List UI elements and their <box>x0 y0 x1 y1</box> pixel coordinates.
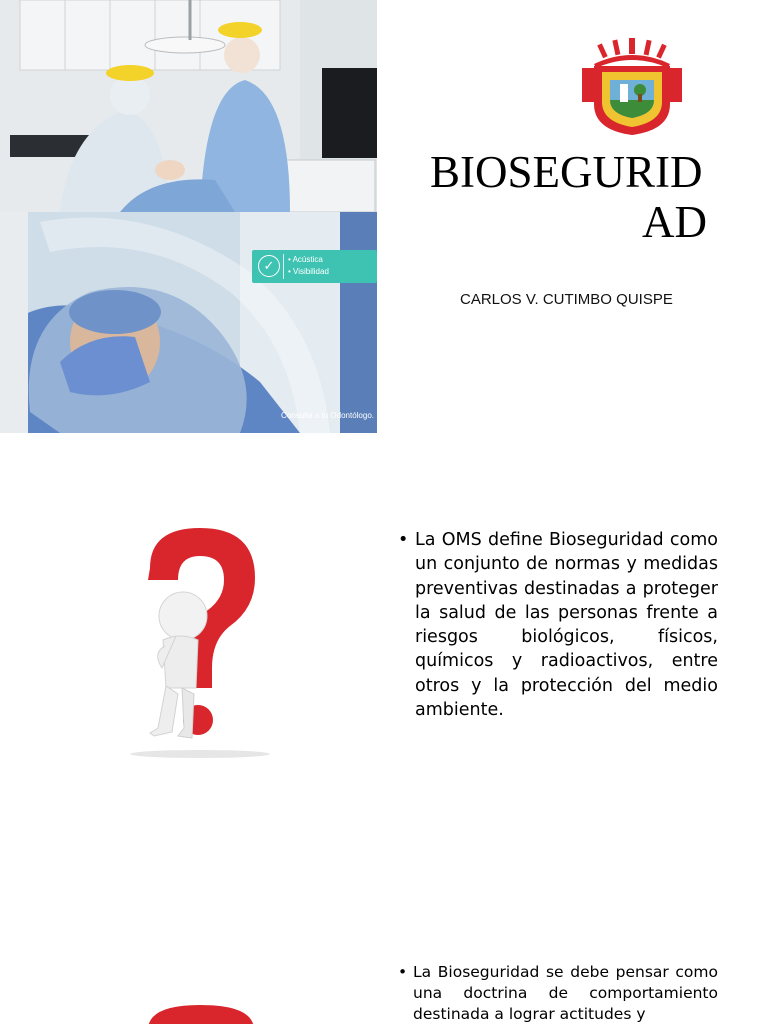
patient-with-face-shield-photo <box>0 212 377 433</box>
bullet-text: La Bioseguridad se debe pensar como una doctrina de comportamiento destinada a lograr actitudes y <box>413 963 718 1023</box>
question-mark-figure-illustration <box>120 528 270 758</box>
feature-overlay-box <box>252 250 377 283</box>
dental-clinic-photo <box>0 0 377 212</box>
bullet-icon: • <box>398 530 409 550</box>
check-icon: ✓ <box>258 255 280 277</box>
photo-caption: Consulta a tu Odontólogo. <box>281 411 374 420</box>
slide-title-line-1: BIOSEGURID <box>430 147 703 197</box>
overlay-feature-acoustic: • Acústica <box>288 255 323 264</box>
bullet-text: La OMS define Bioseguridad como un conjunto de normas y medidas preventivas destinadas a proteger la salud de las personas frente a riesgos biológicos, físicos, químicos y radioactivos, entre otros y la protección del medio ambiente. <box>415 530 718 721</box>
bullet-item <box>398 962 718 1024</box>
slide-title-line-2: AD <box>642 197 707 247</box>
doctrine-slide <box>0 940 768 1024</box>
bullet-icon: • <box>398 963 408 981</box>
overlay-feature-visibility: • Visibilidad <box>288 267 329 276</box>
title-slide <box>0 0 768 433</box>
overlay-features <box>288 254 329 278</box>
definition-slide <box>0 458 768 903</box>
author-name: CARLOS V. CUTIMBO QUISPE <box>460 291 673 308</box>
bullet-item <box>398 528 718 722</box>
university-crest-logo <box>580 38 684 136</box>
overlay-divider <box>283 254 284 279</box>
question-mark-figure-illustration <box>130 970 270 1024</box>
